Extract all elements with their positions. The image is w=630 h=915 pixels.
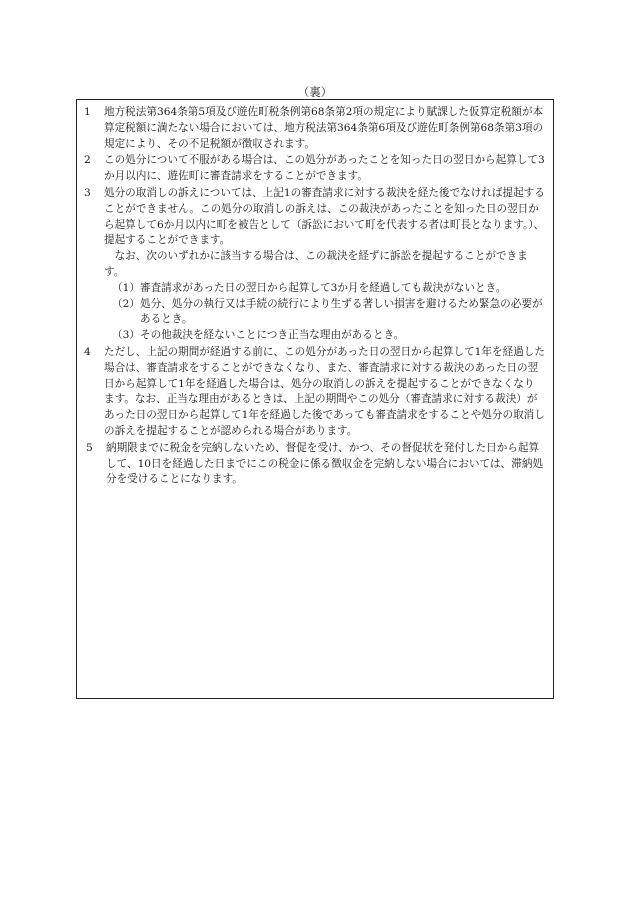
notice-item-1 bbox=[84, 105, 545, 152]
item-text: 地方税法第364条第5項及び遊佐町税条例第68条第2項の規定により賦課した仮算定税額が本算定税額に満たない場合においては、地方税法第364条第6項及び遊佐町条例第68条第3項の規定により、その不足税額が徴収されます。 bbox=[104, 106, 544, 150]
subitem-3 bbox=[104, 328, 545, 344]
subitem-2 bbox=[104, 297, 545, 329]
item-number: 4 bbox=[84, 345, 91, 358]
subitem-number: （2） bbox=[112, 297, 140, 310]
subitem-1 bbox=[104, 281, 545, 297]
item-number: 3 bbox=[84, 186, 91, 199]
subitem-text: 審査請求があった日の翌日から起算して3か月を経過しても裁決がないとき。 bbox=[140, 281, 507, 294]
item-number: 1 bbox=[84, 106, 91, 118]
item-text: 納期限までに税金を完納しないため、督促を受け、かつ、その督促状を発付した日から起算して、10日を経過した日までにこの税金に係る徴収金を完納しない場合においては、滞納処分を受けることになります。 bbox=[106, 441, 544, 486]
item-number: 2 bbox=[84, 154, 91, 167]
item-text: 処分の取消しの訴えについては、上記1の審査請求に対する裁決を経た後でなければ提起することができません。この処分の取消しの訴えは、この裁決があったことを知った日の翌日から起算して6か月以内に町を被告として（訴訟において町を代表する者は町長となります。）、提起することができます。 bbox=[104, 186, 545, 247]
item-body bbox=[104, 186, 545, 344]
item-number: 5 bbox=[86, 441, 93, 454]
item-note: なお、次のいずれかに該当する場合は、この裁決を経ずに訴訟を提起することができます。 bbox=[104, 250, 528, 278]
notice-item-4 bbox=[84, 345, 545, 440]
notice-item-2 bbox=[84, 153, 545, 185]
notice-item-5 bbox=[86, 441, 545, 488]
page-title: （裏） bbox=[297, 85, 333, 99]
subitem-text: その他裁決を経ないことにつき正当な理由があるとき。 bbox=[140, 329, 405, 342]
subitem-number: （1） bbox=[112, 281, 140, 294]
notice-box bbox=[76, 99, 554, 699]
notice-item-3 bbox=[84, 186, 545, 344]
subitem-text: 処分、処分の執行又は手続の続行により生ずる著しい損害を避けるため緊急の必要があるとき。 bbox=[140, 297, 543, 326]
subitem-number: （3） bbox=[112, 329, 140, 342]
item-text: この処分について不服がある場合は、この処分があったことを知った日の翌日から起算して3か月以内に、遊佐町に審査請求をすることができます。 bbox=[104, 154, 545, 183]
item-text: ただし、上記の期間が経過する前に、この処分があった日の翌日から起算して1年を経過した場合は、審査請求をすることができなくなり、また、審査請求に対する裁決のあった日の翌日から起算して1年を経過した場合は、処分の取消しの訴えを提起することができなくなります。なお、正当な理由があるときは、上記の期間やこの処分（審査請求に対する裁決）があった日の翌日から起算して1年を経過した後であっても審査請求をすることや処分の取消しの訴えを提起することが認められる場合があります。 bbox=[104, 345, 545, 437]
